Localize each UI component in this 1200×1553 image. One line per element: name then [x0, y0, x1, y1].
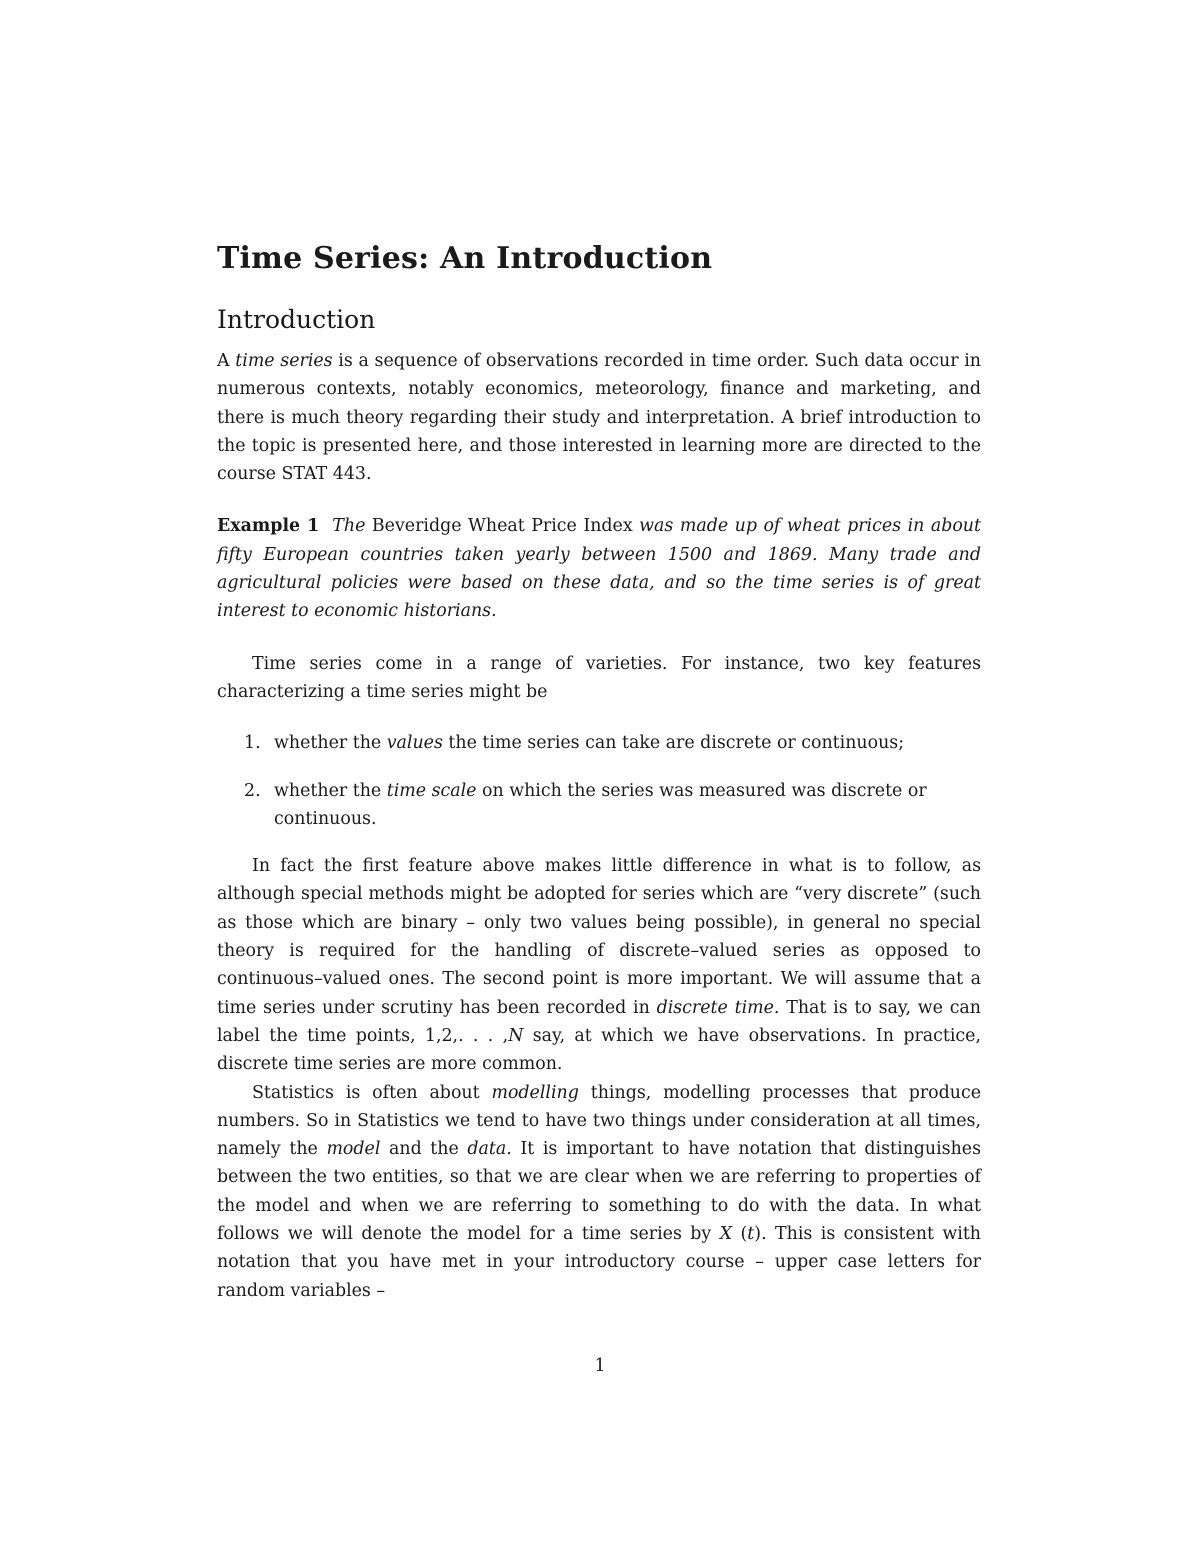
page-number: 1	[594, 1356, 606, 1376]
example-1: Example 1 The Beveridge Wheat Price Index was made up of wheat prices in about fifty European countries taken yearly between 1500 and 1869. Many trade and agricultural policies were based on these data, and so the time series is of great interest to economic historians.	[217, 516, 981, 622]
term-time-series: time series	[235, 351, 333, 371]
varieties-paragraph: Time series come in a range of varieties. For instance, two key features characterizing a time series might be	[217, 653, 981, 702]
list-item: 2. whether the time scale on which the series was measured was discrete or continuous.	[244, 780, 927, 829]
statistics-paragraph: Statistics is often about modelling things, modelling processes that produce numbers. So in Statistics we tend to have two things under consideration at all times, namely the model and the data. It is important to have notation that distinguishes between the two entities, so that we are clear when we are referring to properties of the model and when we are referring to something to do with the data. In what follows we will denote the model for a time series by X (t). This is consistent with notation that you have met in your introductory course – upper case letters for random variables –	[217, 1082, 982, 1301]
list-item: 1. whether the values the time series can take are discrete or continuous;	[244, 733, 905, 754]
example-label: Example 1	[217, 516, 320, 537]
intro-paragraph: A time series is a sequence of observations recorded in time order. Such data occur in numerous contexts, notably economics, meteorology, finance and marketing, and there is much theory regarding their study and interpretation. A brief introduction to the topic is presented here, and those interested in learning more are directed to the course STAT 443.	[217, 351, 981, 485]
document-title: Time Series: An Introduction	[217, 241, 713, 276]
fact-paragraph: In fact the first feature above makes little difference in what is to follow, as although special methods might be adopted for series which are “very discrete” (such as those which are binary – only two values being possible), in general no special theory is required for the handling of discrete–valued series as opposed to continuous–valued ones. The second point is more important. We will assume that a time series under scrutiny has been recorded in discrete time. That is to say, we can label the time points, 1,2,. . . ,N say, at which we have observations. In practice, discrete time series are more common.	[217, 856, 981, 1075]
section-heading: Introduction	[217, 305, 376, 334]
document-page	[217, 238, 981, 1305]
feature-list	[217, 729, 981, 833]
